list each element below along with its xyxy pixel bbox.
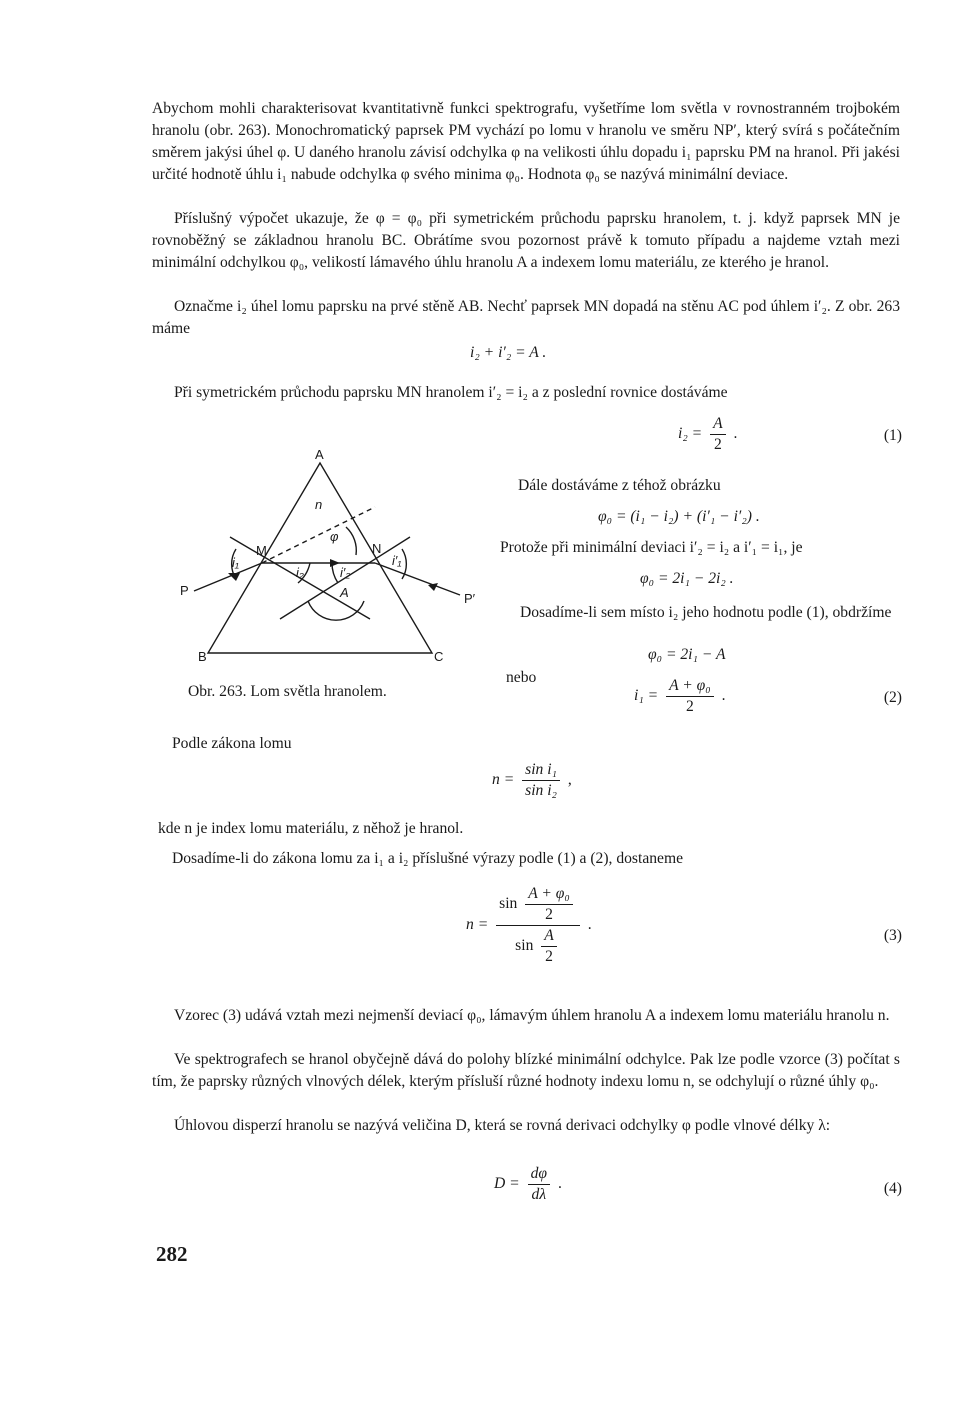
angle-arc-i2p xyxy=(332,563,338,583)
label-n: n xyxy=(315,497,323,512)
paragraph-min-deviation: Protože při minimální deviaci i′₂ = i₂ a i′₁ = i₁, je xyxy=(500,539,803,556)
label-ray-p-prime: P′ xyxy=(464,591,476,606)
paragraph-denote: Označme i₂ úhel lomu paprsku na prvé stěně AB. Nechť paprsek MN dopadá na stěnu AC pod úhlem i′₂. Z obr. 263 máme xyxy=(152,298,900,337)
equation-2-number: (2) xyxy=(883,689,902,706)
label-vertex-c: C xyxy=(434,649,444,664)
label-i1-prime: i′₁ xyxy=(392,553,402,568)
figure-caption: Obr. 263. Lom světla hranolem. xyxy=(188,683,387,700)
label-a-inner: A xyxy=(340,585,349,600)
equation-2: i₁ = $\frac{\text{A + φ₀}}{2}$ . xyxy=(634,677,726,715)
paragraph-formula-3: Vzorec (3) udává vztah mezi nejmenší deviací φ₀, lámavým úhlem hranolu A a indexem lomu materiálu hranolu n. xyxy=(174,1007,890,1024)
prism-figure xyxy=(170,445,500,675)
label-phi: φ xyxy=(330,529,339,544)
label-vertex-a: A xyxy=(315,447,324,462)
paragraph-substitute: Dosadíme-li sem místo i₂ jeho hodnotu podle (1), obdržíme xyxy=(520,604,892,621)
equation-4: D = $\frac{d\varphi}{d\lambda}$ . xyxy=(494,1165,562,1203)
paragraph-calc: Příslušný výpočet ukazuje, že φ = φ₀ při symetrickém průchodu paprsku hranolem, t. j. když paprsek MN je rovnoběžný se základnou hranolu BC. Obrátíme svou pozornost právě k tomuto případu a najdeme vztah mezi minimální odchylkou φ₀, velikostí lámavého úhlu hranolu A a indexem lomu materiálu, ze kterého je hranol. xyxy=(152,210,900,271)
paragraph-refraction-law: Podle zákona lomu xyxy=(172,735,292,752)
extension-incident xyxy=(262,507,375,563)
paragraph-substitute-law: Dosadíme-li do zákona lomu za i₁ a i₂ příslušné výrazy podle (1) a (2), dostaneme xyxy=(172,850,684,867)
label-i1: i₁ xyxy=(232,555,239,570)
equation-3: n = sin $\frac{\text{A + φ₀}}{2}$ sin $\frac{A}{2}$ . xyxy=(466,885,592,965)
ray-incident xyxy=(194,563,262,591)
paragraph-dispersion: Úhlovou disperzí hranolu se nazývá veličina D, která se rovná derivaci odchylky φ podle vlnové délky λ: xyxy=(174,1117,831,1134)
equation-1-number: (1) xyxy=(883,427,902,444)
page-number: 282 xyxy=(156,1242,188,1266)
arrow-inside xyxy=(330,559,340,567)
label-i2-prime: i′₂ xyxy=(340,565,351,580)
label-i2: i₂ xyxy=(296,565,304,580)
equation-4-number: (4) xyxy=(883,1180,902,1197)
equation-1: i₂ = $\frac{A}{2}$ . xyxy=(678,415,738,453)
equation-refraction: n = $\frac{\text{sin i₁}}{\text{sin i₂}}$ , xyxy=(492,761,572,799)
equation-sum: i₂ + i′₂ = A . xyxy=(470,344,547,361)
paragraph-index-definition: kde n je index lomu materiálu, z něhož je hranol. xyxy=(158,820,464,837)
label-point-n: N xyxy=(372,541,382,556)
equation-phi-3: φ₀ = 2i₁ − A xyxy=(648,646,726,663)
equation-3-number: (3) xyxy=(883,927,902,944)
paragraph-same-figure: Dále dostáváme z téhož obrázku xyxy=(518,477,721,494)
angle-arc-phi xyxy=(346,527,356,555)
paragraph-symmetric: Při symetrickém průchodu paprsku MN hranolem i′₂ = i₂ a z poslední rovnice dostáváme xyxy=(174,384,728,401)
word-nebo: nebo xyxy=(506,669,537,686)
label-ray-p: P xyxy=(180,583,189,598)
paragraph-spectrographs: Ve spektrografech se hranol obyčejně dává do polohy blízké minimální odchylce. Pak lze podle vzorce (3) počítat s tím, že paprsky různých vlnových délek, kterým přísluší různé hodnoty indexu lomu n, se odchylují o různé úhly φ₀. xyxy=(152,1051,900,1090)
equation-phi: φ₀ = (i₁ − i₂) + (i′₁ − i′₂) . xyxy=(598,508,760,525)
equation-phi-2: φ₀ = 2i₁ − 2i₂ . xyxy=(640,570,734,587)
label-point-m: M xyxy=(256,543,267,558)
label-vertex-b: B xyxy=(198,649,207,664)
paragraph-intro: Abychom mohli charakterisovat kvantitativně funkci spektrografu, vyšetříme lom světla v rovnostranném trojbokém hranolu (obr. 263). Monochromatický paprsek PM vychází po lomu v hranolu ve směru NP′, který svírá s počátečním směrem jakýsi úhel φ. U daného hranolu závisí odchylka φ na velikosti úhlu dopadu i₁ paprsku PM na hranol. Při jakési určité hodnotě úhlu i₁ nabude odchylka φ svého minima φ₀. Hodnota φ₀ se nazývá minimální deviace. xyxy=(152,100,900,183)
